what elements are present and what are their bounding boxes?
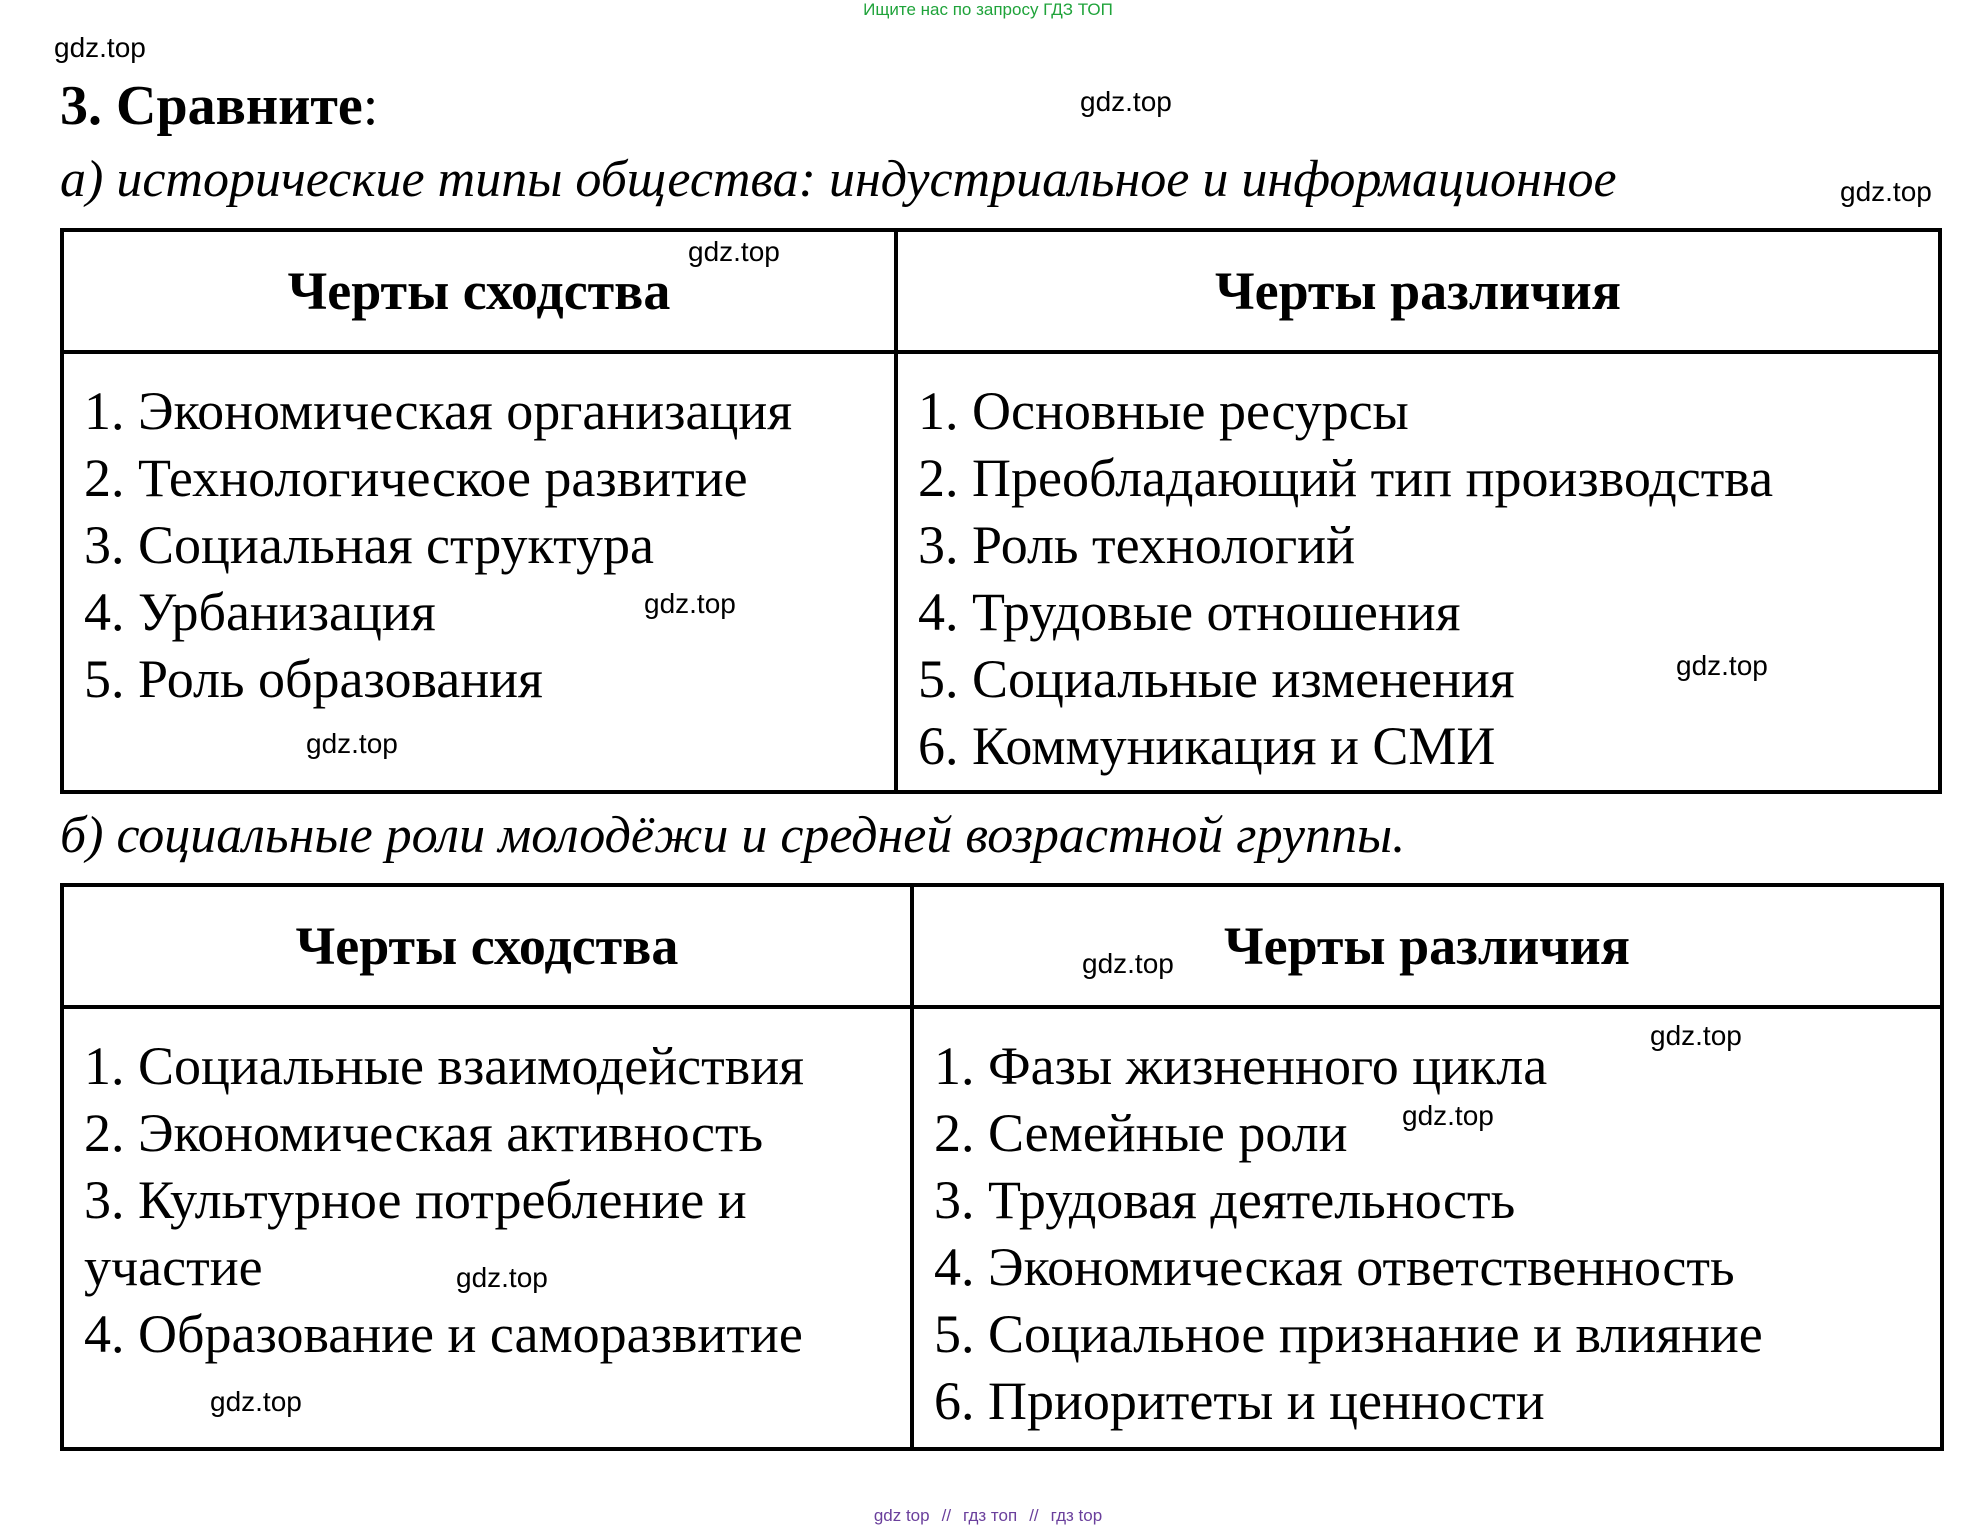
diff-item: 2. Семейные роли bbox=[934, 1103, 1348, 1163]
watermark: gdz.top bbox=[1650, 1020, 1742, 1051]
diff-item: 6. Приоритеты и ценности bbox=[934, 1371, 1545, 1431]
similar-item: 2. Экономическая активность bbox=[84, 1103, 764, 1163]
diff-item: 6. Коммуникация и СМИ bbox=[918, 716, 1496, 776]
section-b-table bbox=[60, 883, 1944, 1451]
similar-item: участие bbox=[84, 1237, 263, 1297]
watermark: gdz.top bbox=[456, 1262, 548, 1293]
diff-item: 3. Трудовая деятельность bbox=[934, 1170, 1516, 1230]
watermark: gdz.top bbox=[644, 588, 736, 619]
diff-item: 3. Роль технологий bbox=[918, 515, 1355, 575]
similar-item: 1. Экономическая организация bbox=[84, 381, 793, 441]
similar-item: 3. Культурное потребление и bbox=[84, 1170, 747, 1230]
diff-item: 4. Трудовые отношения bbox=[918, 582, 1461, 642]
section-a-table bbox=[60, 228, 1942, 794]
footer-links bbox=[0, 1506, 1976, 1526]
section-a-title: а) исторические типы общества: индустриальное и информационное bbox=[60, 151, 1617, 208]
diff-item: 2. Преобладающий тип производства bbox=[918, 448, 1774, 508]
footer-separator: // bbox=[1029, 1506, 1039, 1525]
similar-item: 4. Урбанизация bbox=[84, 582, 436, 642]
watermark: gdz.top bbox=[1840, 176, 1932, 207]
similar-cell bbox=[62, 352, 896, 792]
diff-cell bbox=[896, 352, 1940, 792]
watermark: gdz.top bbox=[210, 1386, 302, 1417]
search-banner: Ищите нас по запросу ГДЗ ТОП bbox=[863, 0, 1113, 19]
diff-item: 5. Социальное признание и влияние bbox=[934, 1304, 1763, 1364]
task-title: Сравните bbox=[116, 75, 363, 137]
watermark: gdz.top bbox=[306, 728, 398, 759]
watermark: gdz.top bbox=[1402, 1100, 1494, 1131]
similar-item: 4. Образование и саморазвитие bbox=[84, 1304, 803, 1364]
diff-item: 1. Фазы жизненного цикла bbox=[934, 1036, 1548, 1096]
section-b-title: б) социальные роли молодёжи и средней возрастной группы. bbox=[60, 807, 1406, 864]
similar-item: 1. Социальные взаимодействия bbox=[84, 1036, 804, 1096]
footer-link[interactable]: гдз топ bbox=[963, 1506, 1018, 1525]
watermark: gdz.top bbox=[1082, 948, 1174, 979]
task-number: 3. bbox=[60, 75, 102, 137]
similar-item: 3. Социальная структура bbox=[84, 515, 654, 575]
similar-item: 5. Роль образования bbox=[84, 649, 543, 709]
watermark: gdz.top bbox=[1676, 650, 1768, 681]
watermark: gdz.top bbox=[1080, 86, 1172, 117]
diff-cell bbox=[912, 1007, 1942, 1449]
footer-link[interactable]: gdz top bbox=[873, 1506, 930, 1525]
similar-item: 2. Технологическое развитие bbox=[84, 448, 748, 508]
footer-separator: // bbox=[941, 1506, 952, 1525]
task-colon: : bbox=[362, 75, 379, 137]
task-heading bbox=[60, 74, 378, 138]
watermark: gdz.top bbox=[54, 32, 146, 63]
header-diff: Черты различия bbox=[912, 885, 1942, 1007]
similar-cell bbox=[62, 1007, 912, 1449]
diff-item: 5. Социальные изменения bbox=[918, 649, 1515, 709]
watermark: gdz.top bbox=[688, 236, 780, 267]
header-similar: Черты сходства bbox=[62, 885, 912, 1007]
footer-link[interactable]: гдз top bbox=[1050, 1506, 1103, 1525]
diff-item: 1. Основные ресурсы bbox=[918, 381, 1409, 441]
header-similar: Черты сходства bbox=[62, 230, 896, 352]
diff-item: 4. Экономическая ответственность bbox=[934, 1237, 1735, 1297]
header-diff: Черты различия bbox=[896, 230, 1940, 352]
